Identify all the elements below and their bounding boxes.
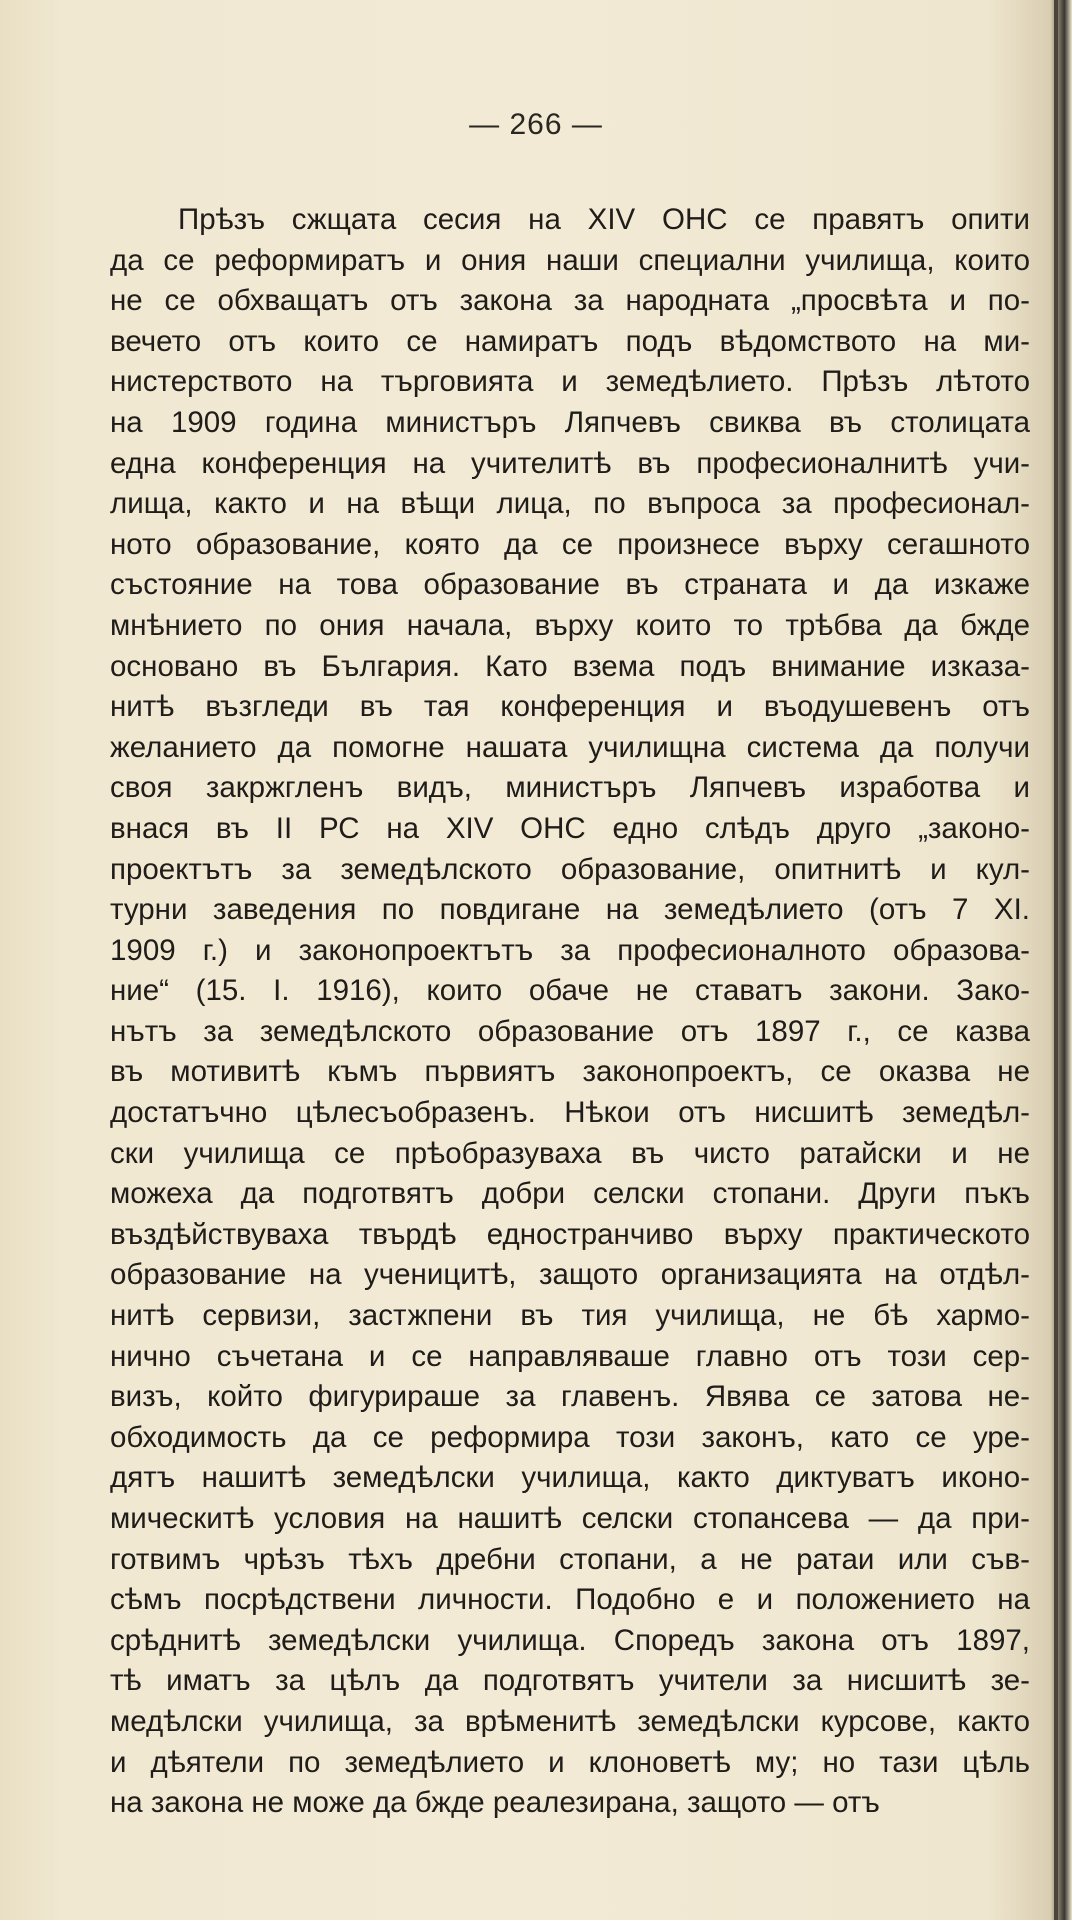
text-line: визъ, който фигурираше за главенъ. Явява се затова не-	[110, 1380, 1030, 1414]
text-line: и дѣятели по земедѣлието и клоноветѣ му; но тази цѣль	[110, 1745, 1030, 1779]
text-line: лища, както и на вѣщи лица, по въпроса за професионал-	[110, 487, 1030, 521]
text-line: нътъ за земедѣлското образование отъ 1897 г., се казва	[110, 1014, 1030, 1048]
text-line: медѣлски училища, за врѣменитѣ земедѣлски курсове, както	[110, 1704, 1030, 1738]
text-line: въ мотивитѣ къмъ първиятъ законопроектъ, се оказва не	[110, 1055, 1030, 1089]
body-text	[110, 200, 1030, 1824]
text-line: състояние на това образование въ страната и да изкаже	[110, 568, 1030, 602]
text-line: образование на ученицитѣ, защото организацията на отдѣл-	[110, 1258, 1030, 1292]
text-line: 1909 г.) и законопроектътъ за професионалното образова-	[110, 933, 1030, 967]
text-line: обходимость да се реформира този законъ, като се уре-	[110, 1420, 1030, 1454]
text-line: дятъ нашитѣ земедѣлски училища, както диктуватъ иконо-	[110, 1461, 1030, 1495]
text-line: основано въ България. Като взема подъ внимание изказа-	[110, 649, 1030, 683]
page-number: — 266 —	[469, 108, 603, 141]
text-line: турни заведения по повдигане на земедѣлието (отъ 7 XI.	[110, 893, 1030, 927]
text-line: готвимъ чрѣзъ тѣхъ дребни стопани, а не ратаи или съв-	[110, 1542, 1030, 1576]
text-line: мнѣнието по ония начала, върху които то трѣбва да бжде	[110, 608, 1030, 642]
text-line: Прѣзъ сжщата сесия на XIV ОНС се правятъ опити	[178, 203, 1030, 236]
text-line: тѣ иматъ за цѣлъ да подготвятъ учители за нисшитѣ зе-	[110, 1664, 1030, 1698]
text-line: можеха да подготвятъ добри селски стопани. Други пъкъ	[110, 1177, 1030, 1211]
text-line: нично съчетана и се направляваше главно отъ този сер-	[110, 1339, 1030, 1373]
text-line: своя закржгленъ видъ, министъръ Ляпчевъ изработва и	[110, 771, 1030, 805]
text-line: нитѣ възгледи въ тая конференция и въодушевенъ отъ	[110, 690, 1030, 724]
text-line: една конференция на учителитѣ въ професионалнитѣ учи-	[110, 446, 1030, 480]
text-line: срѣднитѣ земедѣлски училища. Споредъ закона отъ 1897,	[110, 1623, 1030, 1657]
text-line: не се обхващатъ отъ закона за народната „просвѣта и по-	[110, 284, 1030, 318]
text-line: нитѣ сервизи, застжпени въ тия училища, не бѣ хармо-	[110, 1299, 1030, 1333]
text-line: ски училища се прѣобразуваха въ чисто ратайски и не	[110, 1136, 1030, 1170]
text-line: внася въ II РС на XIV ОНС едно слѣдъ друго „законо-	[110, 811, 1030, 845]
page-edge-shadow	[1054, 0, 1058, 1920]
text-line: ното образование, която да се произнесе върху сегашното	[110, 527, 1030, 561]
text-line: нистерството на търговията и земедѣлието. Прѣзъ лѣтото	[110, 365, 1030, 399]
text-line: да се реформиратъ и ония наши специални училища, които	[110, 243, 1030, 277]
text-line: достатъчно цѣлесъобразенъ. Нѣкои отъ нисшитѣ земедѣл-	[110, 1096, 1030, 1130]
text-line: на 1909 година министъръ Ляпчевъ свиква въ столицата	[110, 405, 1030, 439]
text-line: вечето отъ които се намиратъ подъ вѣдомството на ми-	[110, 324, 1030, 358]
text-line: желанието да помогне нашата училищна система да получи	[110, 730, 1030, 764]
text-line: въздѣйствуваха твърдѣ едностранчиво върху практическото	[110, 1217, 1030, 1251]
text-line: на закона не може да бжде реалезирана, защото — отъ	[110, 1786, 880, 1820]
text-line: ние“ (15. I. 1916), които обаче не ставатъ закони. Зако-	[110, 974, 1030, 1008]
text-line: проектътъ за земедѣлското образование, опитнитѣ и кул-	[110, 852, 1030, 886]
text-line: мическитѣ условия на нашитѣ селски стопансева — да при-	[110, 1502, 1030, 1535]
text-line: сѣмъ посрѣдствени личности. Подобно е и положението на	[110, 1583, 1030, 1617]
